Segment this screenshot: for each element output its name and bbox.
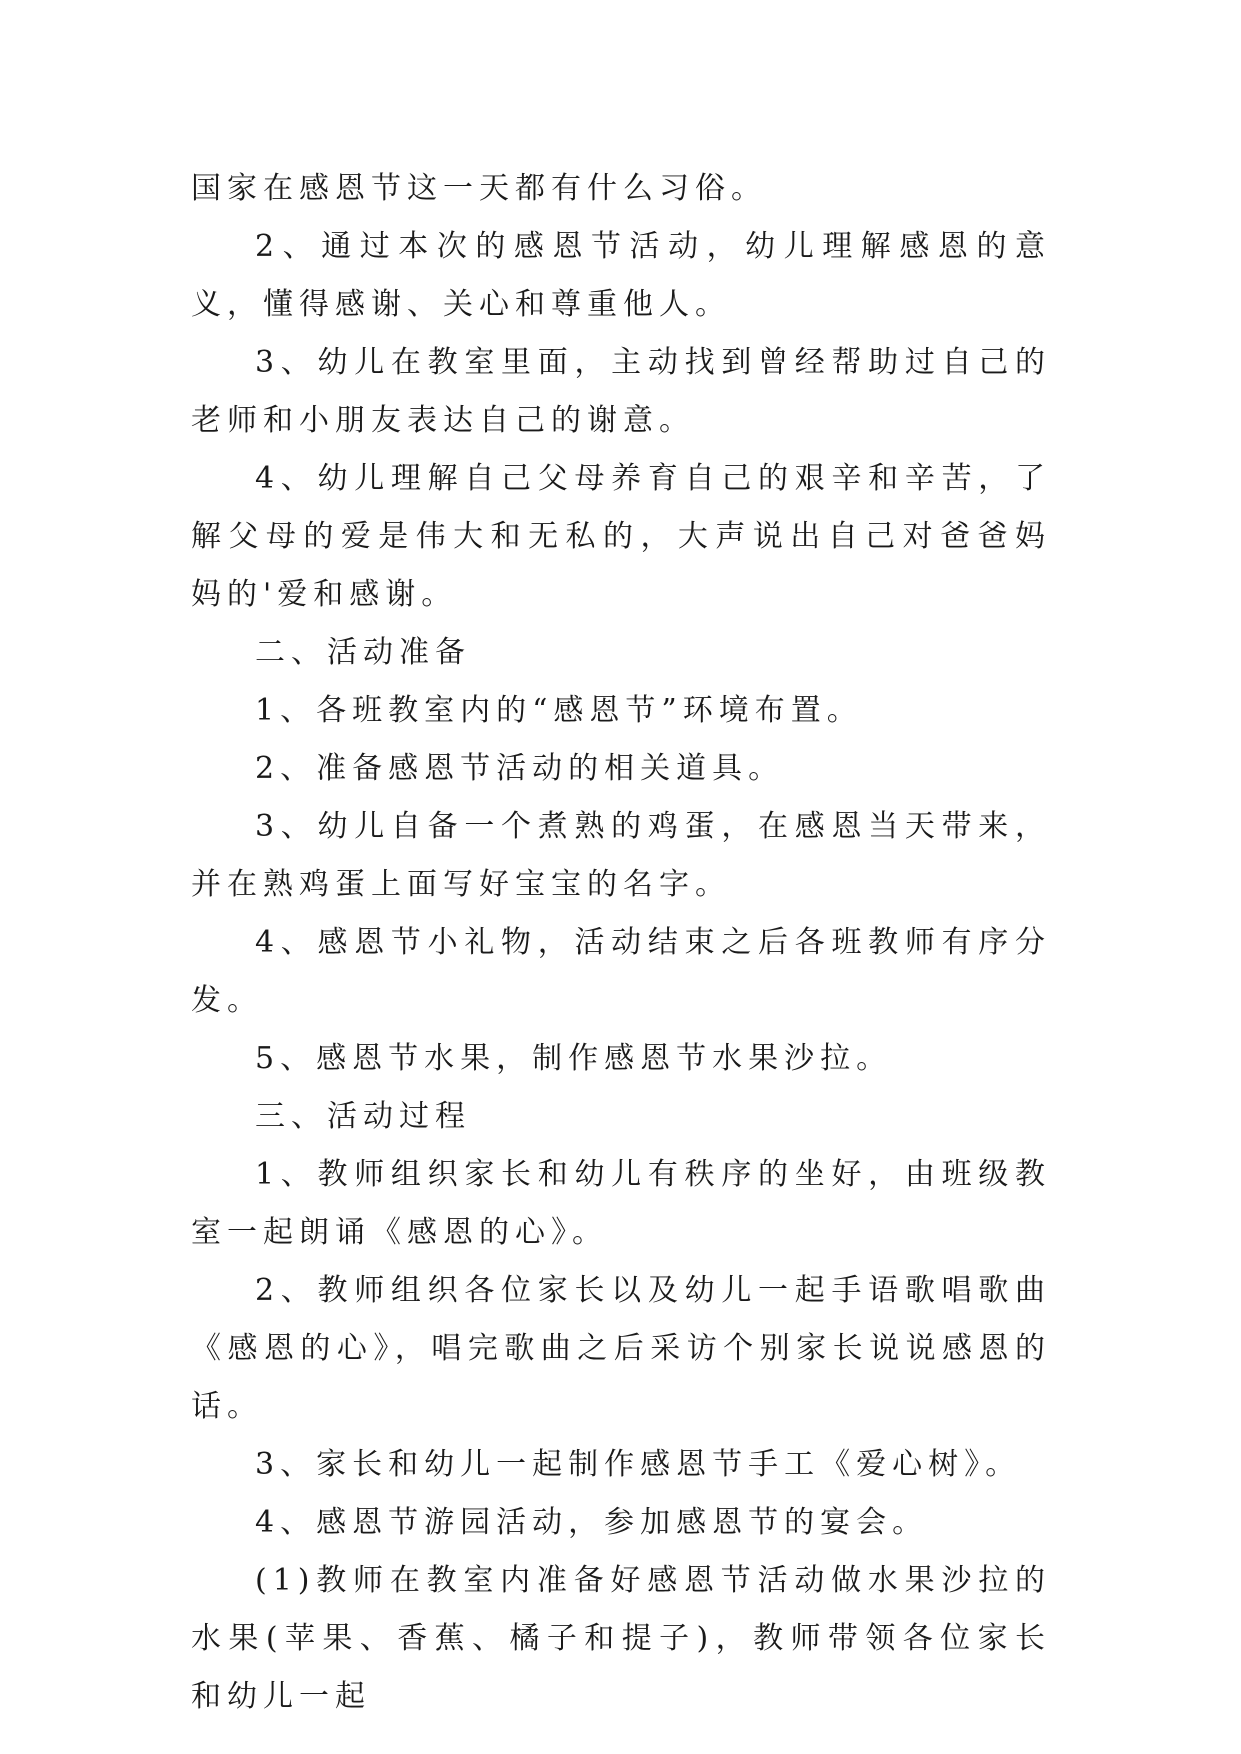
paragraph: 2、准备感恩节活动的相关道具。 <box>255 751 785 786</box>
paragraph: 3、家长和幼儿一起制作感恩节手工《爱心树》。 <box>255 1447 1022 1482</box>
section-heading: 二、活动准备 <box>255 635 471 670</box>
paragraph: 4、感恩节小礼物，活动结束之后各班教师有序分发。 <box>191 925 1051 1018</box>
paragraph: 2、教师组织各位家长以及幼儿一起手语歌唱歌曲《感恩的心》，唱完歌曲之后采访个别家长说说感恩的话。 <box>191 1273 1051 1424</box>
paragraph: 4、幼儿理解自己父母养育自己的艰辛和辛苦，了解父母的爱是伟大和无私的，大声说出自己对爸爸妈妈的'爱和感谢。 <box>191 461 1051 612</box>
paragraph: 1、教师组织家长和幼儿有秩序的坐好，由班级教室一起朗诵《感恩的心》。 <box>191 1157 1051 1250</box>
paragraph: (1)教师在教室内准备好感恩节活动做水果沙拉的水果(苹果、香蕉、橘子和提子)，教师带领各位家长和幼儿一起 <box>191 1563 1051 1714</box>
paragraph: 4、感恩节游园活动，参加感恩节的宴会。 <box>255 1505 929 1540</box>
section-heading: 三、活动过程 <box>255 1099 471 1134</box>
paragraph: 3、幼儿在教室里面，主动找到曾经帮助过自己的老师和小朋友表达自己的谢意。 <box>191 345 1051 438</box>
paragraph: 2、通过本次的感恩节活动，幼儿理解感恩的意义，懂得感谢、关心和尊重他人。 <box>191 229 1051 322</box>
paragraph: 国家在感恩节这一天都有什么习俗。 <box>191 171 767 206</box>
document-body <box>191 160 1051 1726</box>
paragraph: 1、各班教室内的“感恩节”环境布置。 <box>255 693 863 728</box>
paragraph: 5、感恩节水果，制作感恩节水果沙拉。 <box>255 1041 893 1076</box>
paragraph: 3、幼儿自备一个煮熟的鸡蛋，在感恩当天带来，并在熟鸡蛋上面写好宝宝的名字。 <box>191 809 1051 902</box>
